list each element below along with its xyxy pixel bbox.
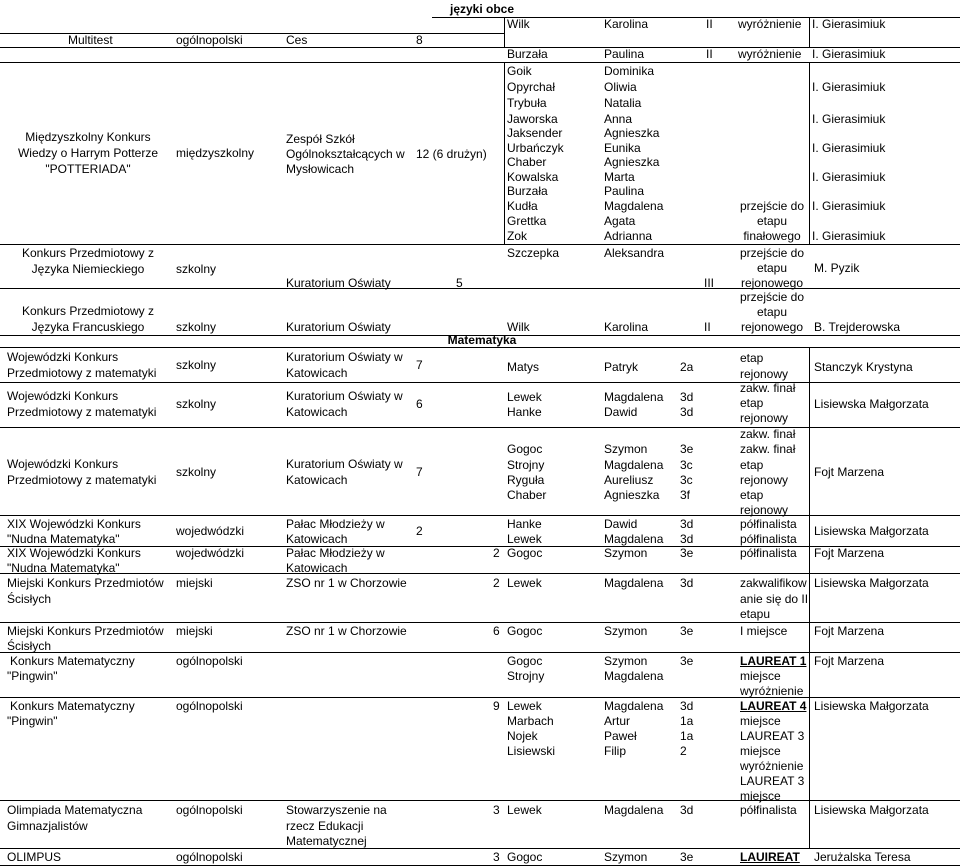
student-class: 3e xyxy=(680,654,694,668)
section-header-matematyka: Matematyka xyxy=(447,333,517,347)
level: ogólnopolski xyxy=(176,803,243,817)
competition-name-line1: XIX Wojewódzki Konkurs xyxy=(7,517,141,531)
teacher: Fojt Marzena xyxy=(814,465,885,479)
result-line: miejsce xyxy=(740,744,781,758)
result-line: etap xyxy=(740,458,764,472)
student-firstname: Szymon xyxy=(604,546,648,560)
result-line2: rejonowy xyxy=(740,367,789,381)
student-class: 3d xyxy=(680,405,694,419)
result-line: zakw. finał xyxy=(740,442,796,456)
level: miejski xyxy=(176,624,213,638)
result-line2: anie się do II xyxy=(740,592,809,606)
student-firstname: Szymon xyxy=(604,850,648,864)
student-firstname: Szymon xyxy=(604,654,648,668)
teacher: Fojt Marzena xyxy=(814,546,885,560)
competition-name-line3: "POTTERIADA" xyxy=(45,162,131,176)
teacher: I. Gierasimiuk xyxy=(812,141,886,155)
organizer-line1: Kuratorium Oświaty w xyxy=(286,457,403,471)
result: wyróżnienie xyxy=(738,47,802,61)
level: międzyszkolny xyxy=(176,146,255,160)
student-firstname: Paulina xyxy=(604,47,645,61)
competition-name-line2: Gimnazjalistów xyxy=(7,819,88,833)
student-surname: Jaksender xyxy=(507,126,563,140)
student-firstname: Magdalena xyxy=(604,532,664,546)
level: szkolny xyxy=(176,465,217,479)
organizer-line2: Katowicach xyxy=(286,366,348,380)
student-firstname: Oliwia xyxy=(604,80,637,94)
result-line3: etapu xyxy=(740,607,771,621)
student-surname: Strojny xyxy=(507,458,545,472)
teacher: I. Gierasimiuk xyxy=(812,80,886,94)
student-firstname: Aureliusz xyxy=(604,473,654,487)
result-line: miejsce xyxy=(740,789,781,803)
result: półfinalista xyxy=(740,803,797,817)
participant-count: 6 xyxy=(416,397,423,411)
teacher: Lisiewska Małgorzata xyxy=(814,803,929,817)
participant-count: 2 xyxy=(493,576,500,590)
student-firstname: Karolina xyxy=(604,320,649,334)
student-surname: Wilk xyxy=(507,320,530,334)
teacher: I. Gierasimiuk xyxy=(812,170,886,184)
competition-name-line1: Wojewódzki Konkurs xyxy=(7,350,119,364)
result-line: LAUREAT 1 xyxy=(740,654,807,668)
student-firstname: Patryk xyxy=(604,360,639,374)
result-line: miejsce xyxy=(740,714,781,728)
competition-name-line2: Języka Francuskiego xyxy=(31,320,145,334)
result-line: LAUREAT 3 xyxy=(740,729,805,743)
student-surname: Gogoc xyxy=(507,654,543,668)
student-firstname: Karolina xyxy=(604,17,649,31)
organizer-line3: Mysłowicach xyxy=(286,162,355,176)
organizer: Kuratorium Oświaty xyxy=(286,276,391,290)
participant-count: 5 xyxy=(456,276,463,290)
result-line: LAUREAT 3 xyxy=(740,774,805,788)
organizer-line1: Pałac Młodzieży w xyxy=(286,546,385,560)
student-class: II xyxy=(706,17,713,31)
competition-name-line2: Języka Niemieckiego xyxy=(31,262,145,276)
student-class: 1a xyxy=(680,729,694,743)
student-class: 3c xyxy=(680,458,693,472)
competition-name-line1: Olimpiada Matematyczna xyxy=(7,803,143,817)
organizer-line3: Matematycznej xyxy=(286,834,367,848)
result: półfinalista xyxy=(740,532,797,546)
teacher: Lisiewska Małgorzata xyxy=(814,524,929,538)
participant-count: 7 xyxy=(416,358,423,372)
competition-name-line1: Miejski Konkurs Przedmiotów xyxy=(7,576,164,590)
result-line3: rejonowego xyxy=(740,320,804,334)
teacher: I. Gierasimiuk xyxy=(812,112,886,126)
level: miejski xyxy=(176,576,213,590)
student-surname: Chaber xyxy=(507,155,547,169)
result: LAUIREAT xyxy=(740,850,800,864)
competition-name: OLIMPUS xyxy=(7,850,62,864)
result-line: LAUREAT 4 xyxy=(740,699,807,713)
teacher: Stanczyk Krystyna xyxy=(814,360,913,374)
competition-name-line1: Wojewódzki Konkurs xyxy=(7,457,119,471)
student-class: III xyxy=(704,276,715,290)
student-class: 3d xyxy=(680,803,694,817)
student-firstname: Agnieszka xyxy=(604,155,660,169)
result-line: miejsce xyxy=(740,669,781,683)
result-line1: przejście do xyxy=(739,199,805,213)
student-surname: Ryguła xyxy=(507,473,545,487)
result-line2: etapu xyxy=(756,261,788,275)
result: I miejsce xyxy=(740,624,788,638)
competition-name-line2: Ścisłych xyxy=(7,592,52,606)
competition-name-line2: "Nudna Matematyka" xyxy=(7,561,120,575)
student-surname: Lewek xyxy=(507,699,542,713)
teacher: Lisiewska Małgorzata xyxy=(814,397,929,411)
student-surname: Urbańczyk xyxy=(507,141,564,155)
result-line: zakw. finał xyxy=(740,381,796,395)
level: ogólnopolski xyxy=(176,33,243,47)
teacher: Fojt Marzena xyxy=(814,624,885,638)
teacher: Fojt Marzena xyxy=(814,654,885,668)
student-firstname: Marta xyxy=(604,170,635,184)
student-class: 2a xyxy=(680,360,694,374)
result-line: etap xyxy=(740,488,764,502)
student-firstname: Paweł xyxy=(604,729,637,743)
student-surname: Opyrchał xyxy=(507,80,556,94)
student-surname: Goik xyxy=(507,64,532,78)
result-line1: etap xyxy=(740,351,764,365)
organizer-line2: Katowicach xyxy=(286,561,348,575)
student-surname: Lewek xyxy=(507,803,542,817)
teacher: I. Gierasimiuk xyxy=(812,17,886,31)
student-firstname: Magdalena xyxy=(604,458,664,472)
student-surname: Burzała xyxy=(507,184,548,198)
participant-count: 12 (6 drużyn) xyxy=(416,147,487,161)
competition-name-line2: Ścisłych xyxy=(7,639,52,653)
organizer-line2: Ogólnokształcących w xyxy=(286,147,405,161)
teacher: Lisiewska Małgorzata xyxy=(814,699,929,713)
participant-count: 6 xyxy=(493,624,500,638)
result: wyróżnienie xyxy=(738,17,802,31)
competition-name-line1: Międzyszkolny Konkurs xyxy=(25,130,151,144)
student-surname: Marbach xyxy=(507,714,554,728)
organizer: Ces xyxy=(286,33,308,47)
participant-count: 3 xyxy=(493,850,500,864)
student-class: 3d xyxy=(680,699,694,713)
result-line: wyróżnienie xyxy=(740,684,804,698)
teacher: I. Gierasimiuk xyxy=(812,199,886,213)
competition-name-line2: "Pingwin" xyxy=(7,714,58,728)
level: wojedwódzki xyxy=(176,546,245,560)
competition-name: Multitest xyxy=(68,33,113,47)
teacher: Jerużalska Teresa xyxy=(814,850,911,864)
student-surname: Hanke xyxy=(507,517,542,531)
competition-name-line1: Konkurs Matematyczny xyxy=(10,699,135,713)
competition-name-line1: Konkurs Matematyczny xyxy=(10,654,135,668)
student-firstname: Magdalena xyxy=(604,699,664,713)
organizer-line1: Kuratorium Oświaty w xyxy=(286,389,403,403)
teacher: I. Gierasimiuk xyxy=(812,47,886,61)
student-class: 3e xyxy=(680,624,694,638)
competition-name-line2: "Pingwin" xyxy=(7,669,58,683)
participant-count: 2 xyxy=(416,524,423,538)
teacher: I. Gierasimiuk xyxy=(812,229,886,243)
organizer-line1: Pałac Młodzieży w xyxy=(286,517,385,531)
result-line: zakw. finał xyxy=(740,427,796,441)
competition-name-line2: Przedmiotowy z matematyki xyxy=(7,405,157,419)
level: wojedwódzki xyxy=(176,524,245,538)
result-line2: etapu xyxy=(756,214,788,228)
organizer-line2: Katowicach xyxy=(286,405,348,419)
competition-name-line2: Wiedzy o Harrym Potterze xyxy=(17,146,159,160)
student-class: 3d xyxy=(680,390,694,404)
level: ogólnopolski xyxy=(176,850,243,864)
student-firstname: Magdalena xyxy=(604,803,664,817)
student-class: 2 xyxy=(680,744,687,758)
student-class: 3d xyxy=(680,532,694,546)
participant-count: 2 xyxy=(493,546,500,560)
competition-name-line1: Wojewódzki Konkurs xyxy=(7,389,119,403)
student-surname: Jaworska xyxy=(507,112,558,126)
organizer-line1: Kuratorium Oświaty w xyxy=(286,350,403,364)
student-surname: Gogoc xyxy=(507,546,543,560)
organizer-line1: Zespół Szkół xyxy=(286,132,355,146)
student-surname: Nojek xyxy=(507,729,538,743)
teacher: Lisiewska Małgorzata xyxy=(814,576,929,590)
result-line1: przejście do xyxy=(739,246,805,260)
competition-name-line1: XIX Wojewódzki Konkurs xyxy=(7,546,141,560)
result-line: wyróżnienie xyxy=(740,759,804,773)
result-line: rejonowy xyxy=(740,503,789,517)
student-surname: Chaber xyxy=(507,488,547,502)
level: ogólnopolski xyxy=(176,699,243,713)
student-firstname: Natalia xyxy=(604,96,642,110)
level: szkolny xyxy=(176,397,217,411)
level: szkolny xyxy=(176,262,217,276)
teacher: M. Pyzik xyxy=(814,261,860,275)
result-line1: zakwalifikow xyxy=(740,576,807,590)
student-surname: Lewek xyxy=(507,390,542,404)
student-firstname: Artur xyxy=(604,714,631,728)
result: półfinalista xyxy=(740,546,797,560)
student-firstname: Magdalena xyxy=(604,669,664,683)
student-surname: Strojny xyxy=(507,669,545,683)
student-firstname: Aleksandra xyxy=(604,246,665,260)
organizer: ZSO nr 1 w Chorzowie xyxy=(286,624,407,638)
student-firstname: Paulina xyxy=(604,184,645,198)
competition-name-line1: Miejski Konkurs Przedmiotów xyxy=(7,624,164,638)
student-firstname: Szymon xyxy=(604,624,648,638)
competition-name-line2: Przedmiotowy z matematyki xyxy=(7,366,157,380)
result-line3: rejonowego xyxy=(740,276,804,290)
student-firstname: Anna xyxy=(604,112,633,126)
student-surname: Gogoc xyxy=(507,850,543,864)
student-firstname: Agnieszka xyxy=(604,126,660,140)
student-firstname: Agnieszka xyxy=(604,488,660,502)
level: szkolny xyxy=(176,320,217,334)
organizer-line2: Katowicach xyxy=(286,532,348,546)
student-class: 3d xyxy=(680,576,694,590)
competition-name-line2: Przedmiotowy z matematyki xyxy=(7,473,157,487)
student-surname: Lewek xyxy=(507,532,542,546)
student-surname: Wilk xyxy=(507,17,530,31)
participant-count: 8 xyxy=(416,33,423,47)
result-line1: przejście do xyxy=(739,290,805,304)
competition-name-line2: "Nudna Matematyka" xyxy=(7,532,120,546)
organizer: ZSO nr 1 w Chorzowie xyxy=(286,576,407,590)
student-firstname: Magdalena xyxy=(604,199,664,213)
student-surname: Matys xyxy=(507,360,540,374)
student-surname: Lisiewski xyxy=(507,744,556,758)
organizer-line2: rzecz Edukacji xyxy=(286,819,364,833)
competition-name-line1: Konkurs Przedmiotowy z xyxy=(21,246,155,260)
student-class: 3d xyxy=(680,517,694,531)
result-line: etap xyxy=(740,396,764,410)
participant-count: 9 xyxy=(493,699,500,713)
student-firstname: Adrianna xyxy=(604,229,653,243)
student-surname: Kowalska xyxy=(507,170,559,184)
organizer-line2: Katowicach xyxy=(286,473,348,487)
result-line: rejonowy xyxy=(740,473,789,487)
student-class: 1a xyxy=(680,714,694,728)
student-surname: Zok xyxy=(507,229,528,243)
result: półfinalista xyxy=(740,517,797,531)
organizer: Kuratorium Oświaty xyxy=(286,320,391,334)
competition-name-line1: Konkurs Przedmiotowy z xyxy=(21,304,155,318)
student-surname: Gogoc xyxy=(507,442,543,456)
student-surname: Szczepka xyxy=(507,246,560,260)
student-surname: Trybuła xyxy=(507,96,547,110)
student-class: 3e xyxy=(680,442,694,456)
student-firstname: Szymon xyxy=(604,442,648,456)
result-line: rejonowy xyxy=(740,411,789,425)
student-firstname: Dominika xyxy=(604,64,655,78)
section-header-jezyki: języki obce xyxy=(449,2,515,16)
participant-count: 3 xyxy=(493,803,500,817)
participant-count: 7 xyxy=(416,465,423,479)
student-firstname: Magdalena xyxy=(604,576,664,590)
student-surname: Gogoc xyxy=(507,624,543,638)
teacher: B. Trejderowska xyxy=(814,320,901,334)
student-surname: Hanke xyxy=(507,405,542,419)
student-surname: Kudła xyxy=(507,199,538,213)
student-firstname: Dawid xyxy=(604,405,638,419)
level: szkolny xyxy=(176,358,217,372)
student-class: 3f xyxy=(680,488,691,502)
organizer-line1: Stowarzyszenie na xyxy=(286,803,387,817)
student-surname: Lewek xyxy=(507,576,542,590)
student-firstname: Filip xyxy=(604,744,627,758)
student-class: 3e xyxy=(680,546,694,560)
student-class: 3e xyxy=(680,850,694,864)
result-line3: finałowego xyxy=(743,229,801,243)
level: ogólnopolski xyxy=(176,654,243,668)
student-class: 3c xyxy=(680,473,693,487)
student-class: II xyxy=(706,47,713,61)
student-surname: Burzała xyxy=(507,47,548,61)
student-surname: Grettka xyxy=(507,214,547,228)
student-firstname: Eunika xyxy=(604,141,641,155)
student-firstname: Dawid xyxy=(604,517,638,531)
result-line2: etapu xyxy=(756,305,788,319)
student-class: II xyxy=(704,320,711,334)
student-firstname: Magdalena xyxy=(604,390,664,404)
student-firstname: Agata xyxy=(604,214,636,228)
